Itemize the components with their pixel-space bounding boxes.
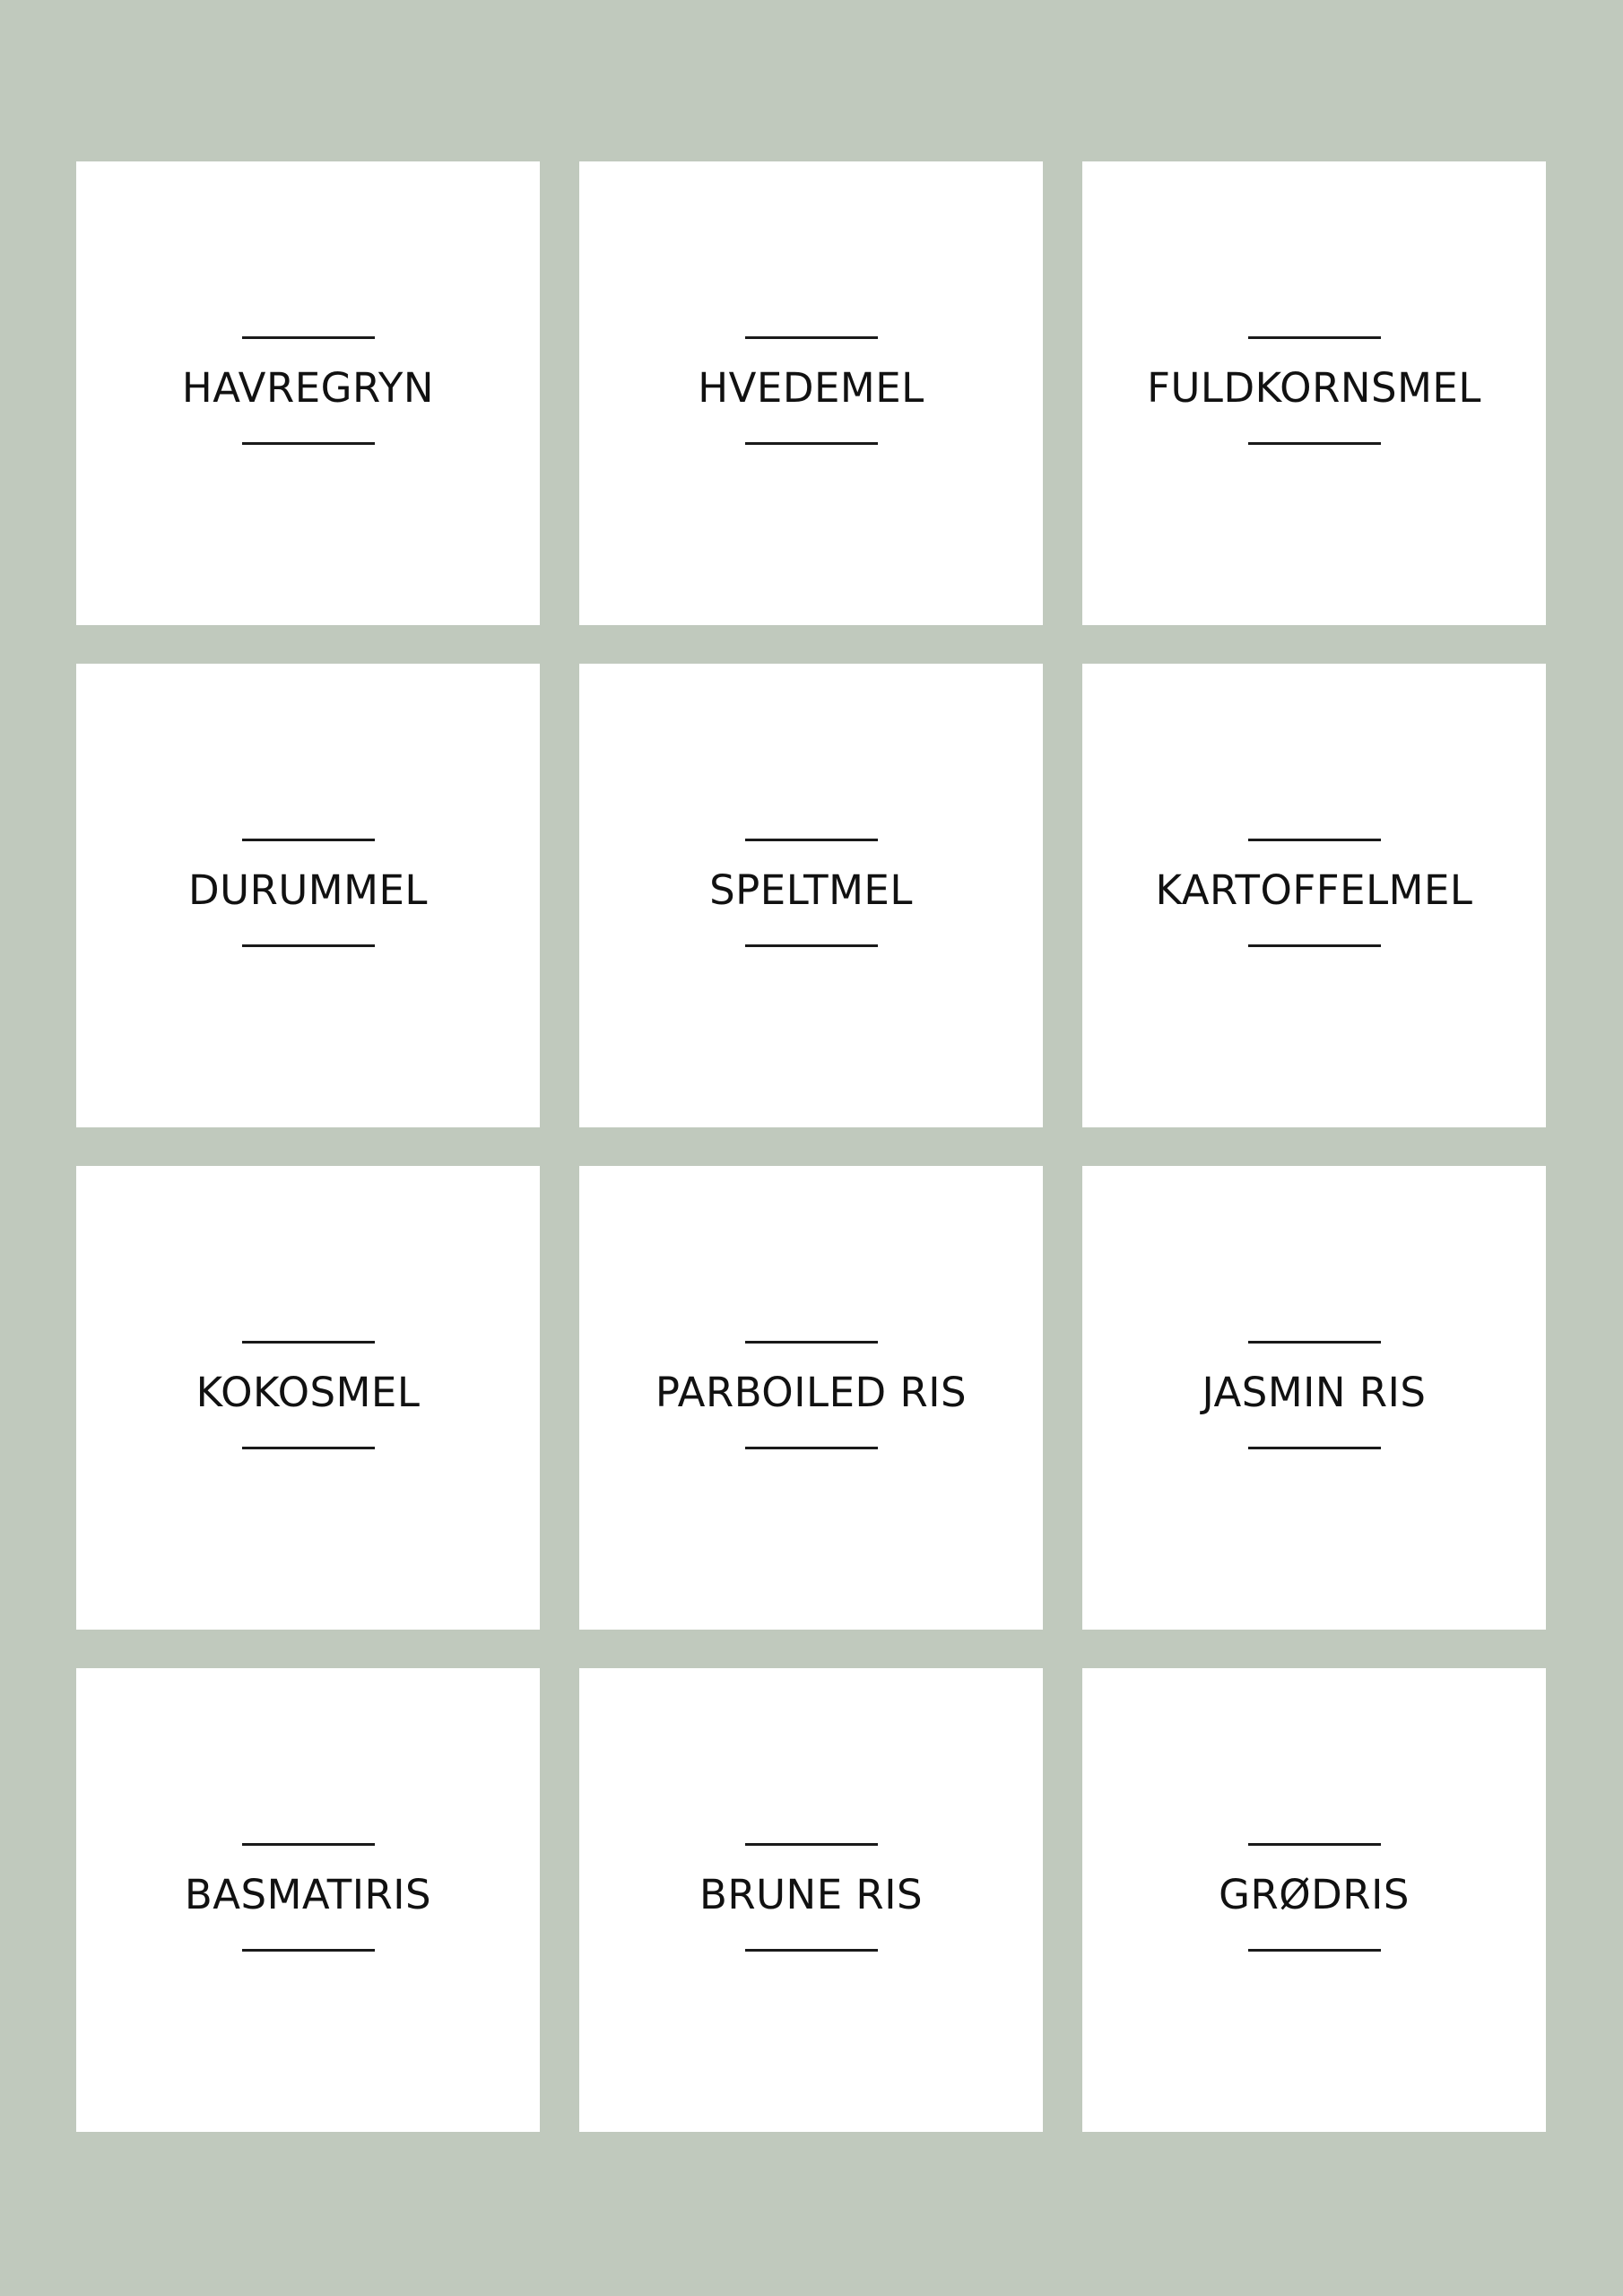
label-text: BRUNE RIS — [699, 1871, 924, 1918]
label-content — [76, 1843, 540, 1955]
label-text: HVEDEMEL — [698, 364, 924, 412]
label-card-jasmin-ris — [1082, 1166, 1546, 1630]
label-content — [76, 336, 540, 448]
top-divider — [745, 1341, 878, 1344]
label-content — [1082, 839, 1546, 951]
bottom-divider — [242, 1949, 375, 1952]
top-divider — [1248, 1843, 1381, 1846]
top-divider — [242, 1843, 375, 1846]
label-content — [1082, 336, 1546, 448]
top-divider — [242, 1341, 375, 1344]
label-text: PARBOILED RIS — [655, 1369, 968, 1416]
label-content — [76, 1341, 540, 1453]
label-text: HAVREGRYN — [181, 364, 435, 412]
top-divider — [745, 1843, 878, 1846]
label-content — [579, 1843, 1043, 1955]
bottom-divider — [1248, 1447, 1381, 1449]
label-grid — [76, 161, 1547, 2135]
label-content — [579, 839, 1043, 951]
label-content — [579, 1341, 1043, 1453]
label-card-kartoffelmel — [1082, 664, 1546, 1127]
bottom-divider — [1248, 442, 1381, 445]
label-card-hvedemel — [579, 161, 1043, 625]
bottom-divider — [242, 442, 375, 445]
label-card-brune-ris — [579, 1668, 1043, 2132]
top-divider — [242, 839, 375, 841]
label-content — [76, 839, 540, 951]
top-divider — [1248, 839, 1381, 841]
bottom-divider — [242, 1447, 375, 1449]
bottom-divider — [745, 442, 878, 445]
bottom-divider — [745, 1949, 878, 1952]
label-text: KOKOSMEL — [195, 1369, 421, 1416]
bottom-divider — [745, 944, 878, 947]
label-content — [1082, 1341, 1546, 1453]
label-content — [1082, 1843, 1546, 1955]
label-card-durummel — [76, 664, 540, 1127]
label-card-kokosmel — [76, 1166, 540, 1630]
top-divider — [1248, 1341, 1381, 1344]
label-card-basmatiris — [76, 1668, 540, 2132]
label-card-parboiled-ris — [579, 1166, 1043, 1630]
top-divider — [1248, 336, 1381, 339]
bottom-divider — [242, 944, 375, 947]
label-card-fuldkornsmel — [1082, 161, 1546, 625]
label-text: GRØDRIS — [1219, 1871, 1410, 1918]
top-divider — [745, 839, 878, 841]
label-card-grodris — [1082, 1668, 1546, 2132]
label-text: DURUMMEL — [188, 866, 428, 914]
bottom-divider — [1248, 944, 1381, 947]
label-text: BASMATIRIS — [184, 1871, 432, 1918]
top-divider — [242, 336, 375, 339]
label-text: SPELTMEL — [709, 866, 913, 914]
label-content — [579, 336, 1043, 448]
bottom-divider — [745, 1447, 878, 1449]
label-text: KARTOFFELMEL — [1155, 866, 1473, 914]
label-card-speltmel — [579, 664, 1043, 1127]
top-divider — [745, 336, 878, 339]
label-text: JASMIN RIS — [1202, 1369, 1427, 1416]
label-card-havregryn — [76, 161, 540, 625]
bottom-divider — [1248, 1949, 1381, 1952]
label-text: FULDKORNSMEL — [1147, 364, 1481, 412]
